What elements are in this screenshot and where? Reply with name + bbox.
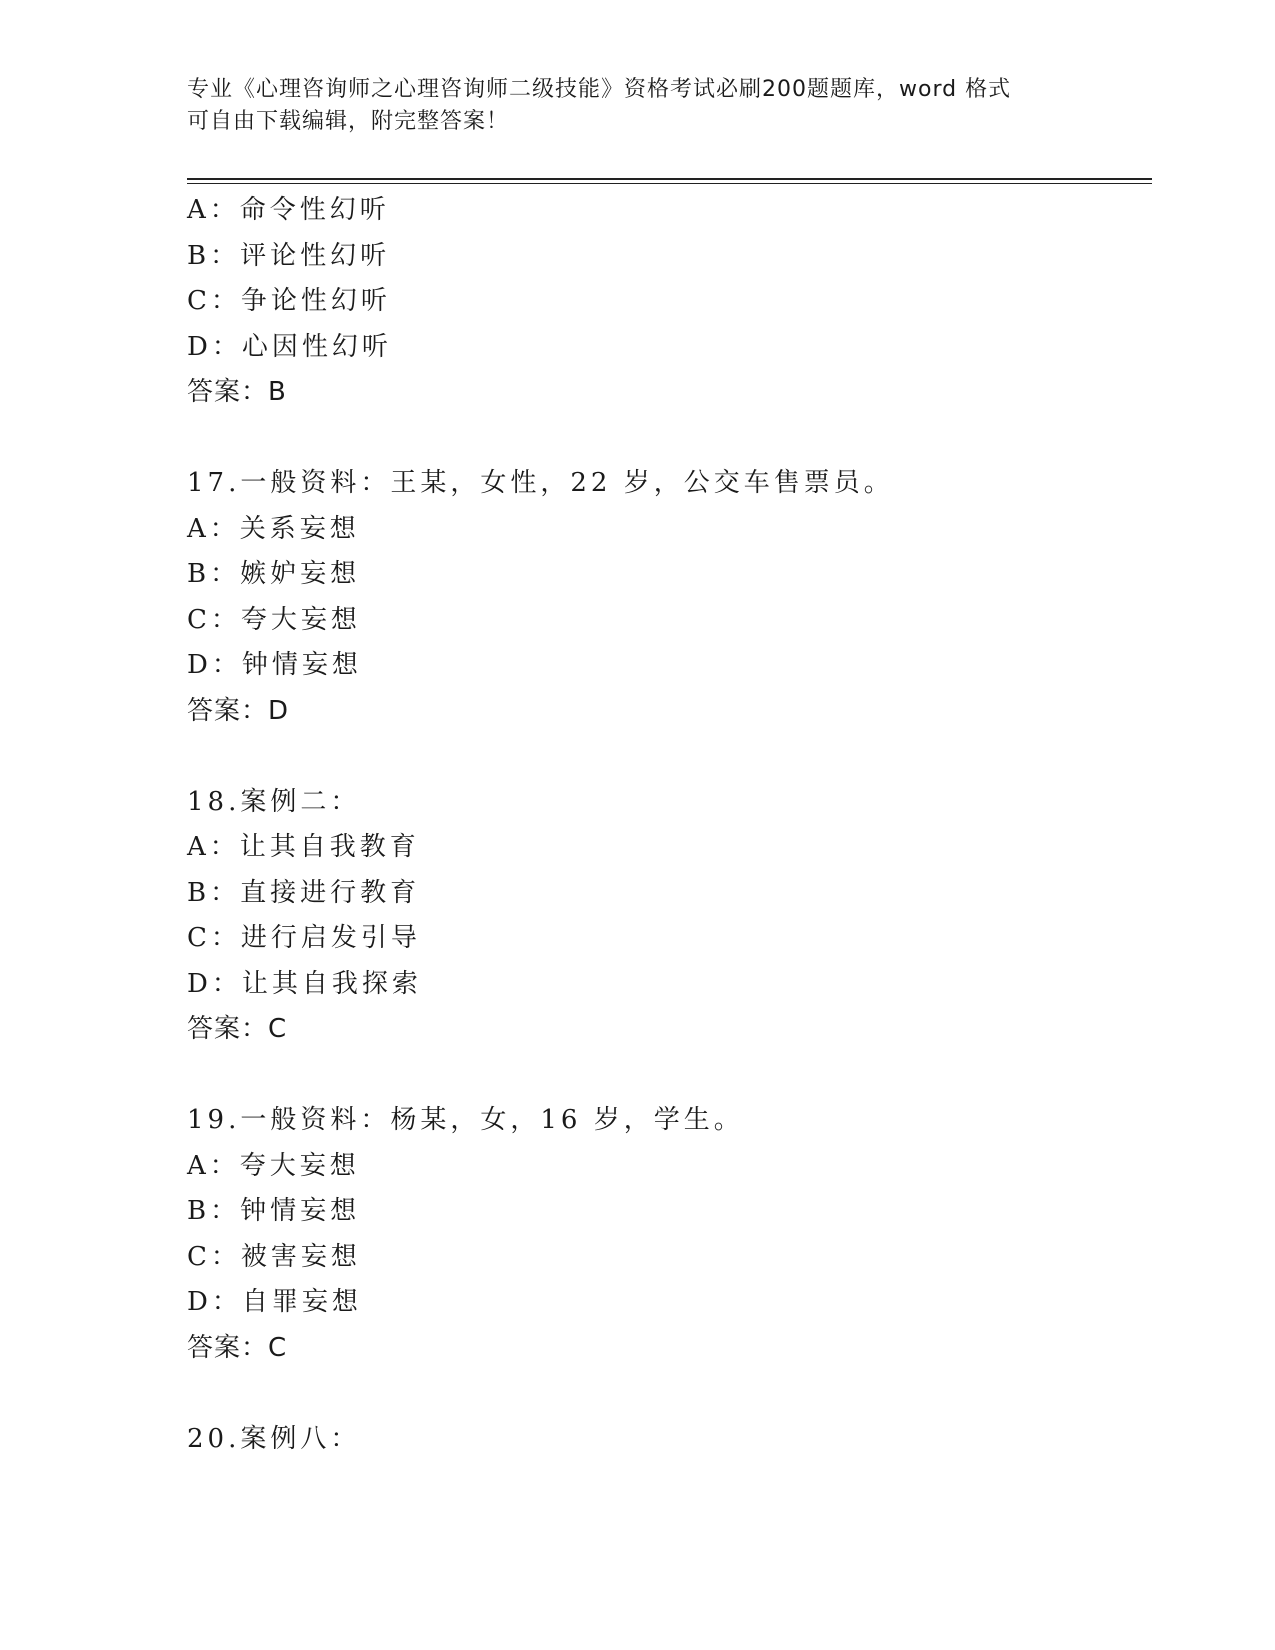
option-b: B：钟情妄想 — [187, 1196, 361, 1226]
spacer — [187, 1371, 1147, 1417]
spacer — [187, 1053, 1147, 1099]
option-d: D：钟情妄想 — [187, 650, 362, 680]
header-line-2: 可自由下载编辑，附完整答案！ — [187, 109, 510, 134]
question-stem: 19.一般资料：杨某，女，16 岁，学生。 — [187, 1105, 744, 1135]
question-stem: 17.一般资料：王某，女性，22 岁，公交车售票员。 — [187, 468, 894, 498]
question-list — [187, 188, 1147, 1462]
option-b: B：直接进行教育 — [187, 877, 421, 908]
spacer — [187, 734, 1147, 780]
question-stem: 18.案例二： — [187, 786, 361, 817]
question-stem: 20.案例八： — [187, 1423, 361, 1454]
question-block-19 — [187, 1098, 1147, 1371]
option-b: B：评论性幻听 — [187, 240, 391, 271]
question-block-prev — [187, 188, 1147, 416]
answer-line: 答案：C — [187, 1014, 288, 1044]
option-d: D：让其自我探索 — [187, 968, 422, 999]
header-line-1: 专业《心理咨询师之心理咨询师二级技能》资格考试必刷200题题库，word 格式 — [187, 77, 1012, 102]
option-a: A：让其自我教育 — [187, 832, 420, 862]
answer-line: 答案：D — [187, 695, 290, 726]
option-d: D：自罪妄想 — [187, 1287, 362, 1317]
question-block-18 — [187, 780, 1147, 1053]
question-block-20 — [187, 1417, 1147, 1463]
option-a: A：命令性幻听 — [187, 195, 390, 225]
option-c: C：夸大妄想 — [187, 604, 361, 635]
option-c: C：进行启发引导 — [187, 923, 421, 953]
page-header — [187, 74, 1067, 138]
header-divider-thick — [187, 178, 1152, 180]
option-a: A：关系妄想 — [187, 513, 360, 544]
option-d: D：心因性幻听 — [187, 331, 392, 362]
option-c: C：被害妄想 — [187, 1241, 361, 1272]
spacer — [187, 416, 1147, 462]
answer-line: 答案：C — [187, 1332, 288, 1363]
option-b: B：嫉妒妄想 — [187, 559, 361, 589]
question-block-17 — [187, 461, 1147, 734]
option-c: C：争论性幻听 — [187, 286, 391, 316]
option-a: A：夸大妄想 — [187, 1150, 360, 1181]
answer-line: 答案：B — [187, 377, 287, 407]
header-divider-thin — [187, 183, 1152, 184]
